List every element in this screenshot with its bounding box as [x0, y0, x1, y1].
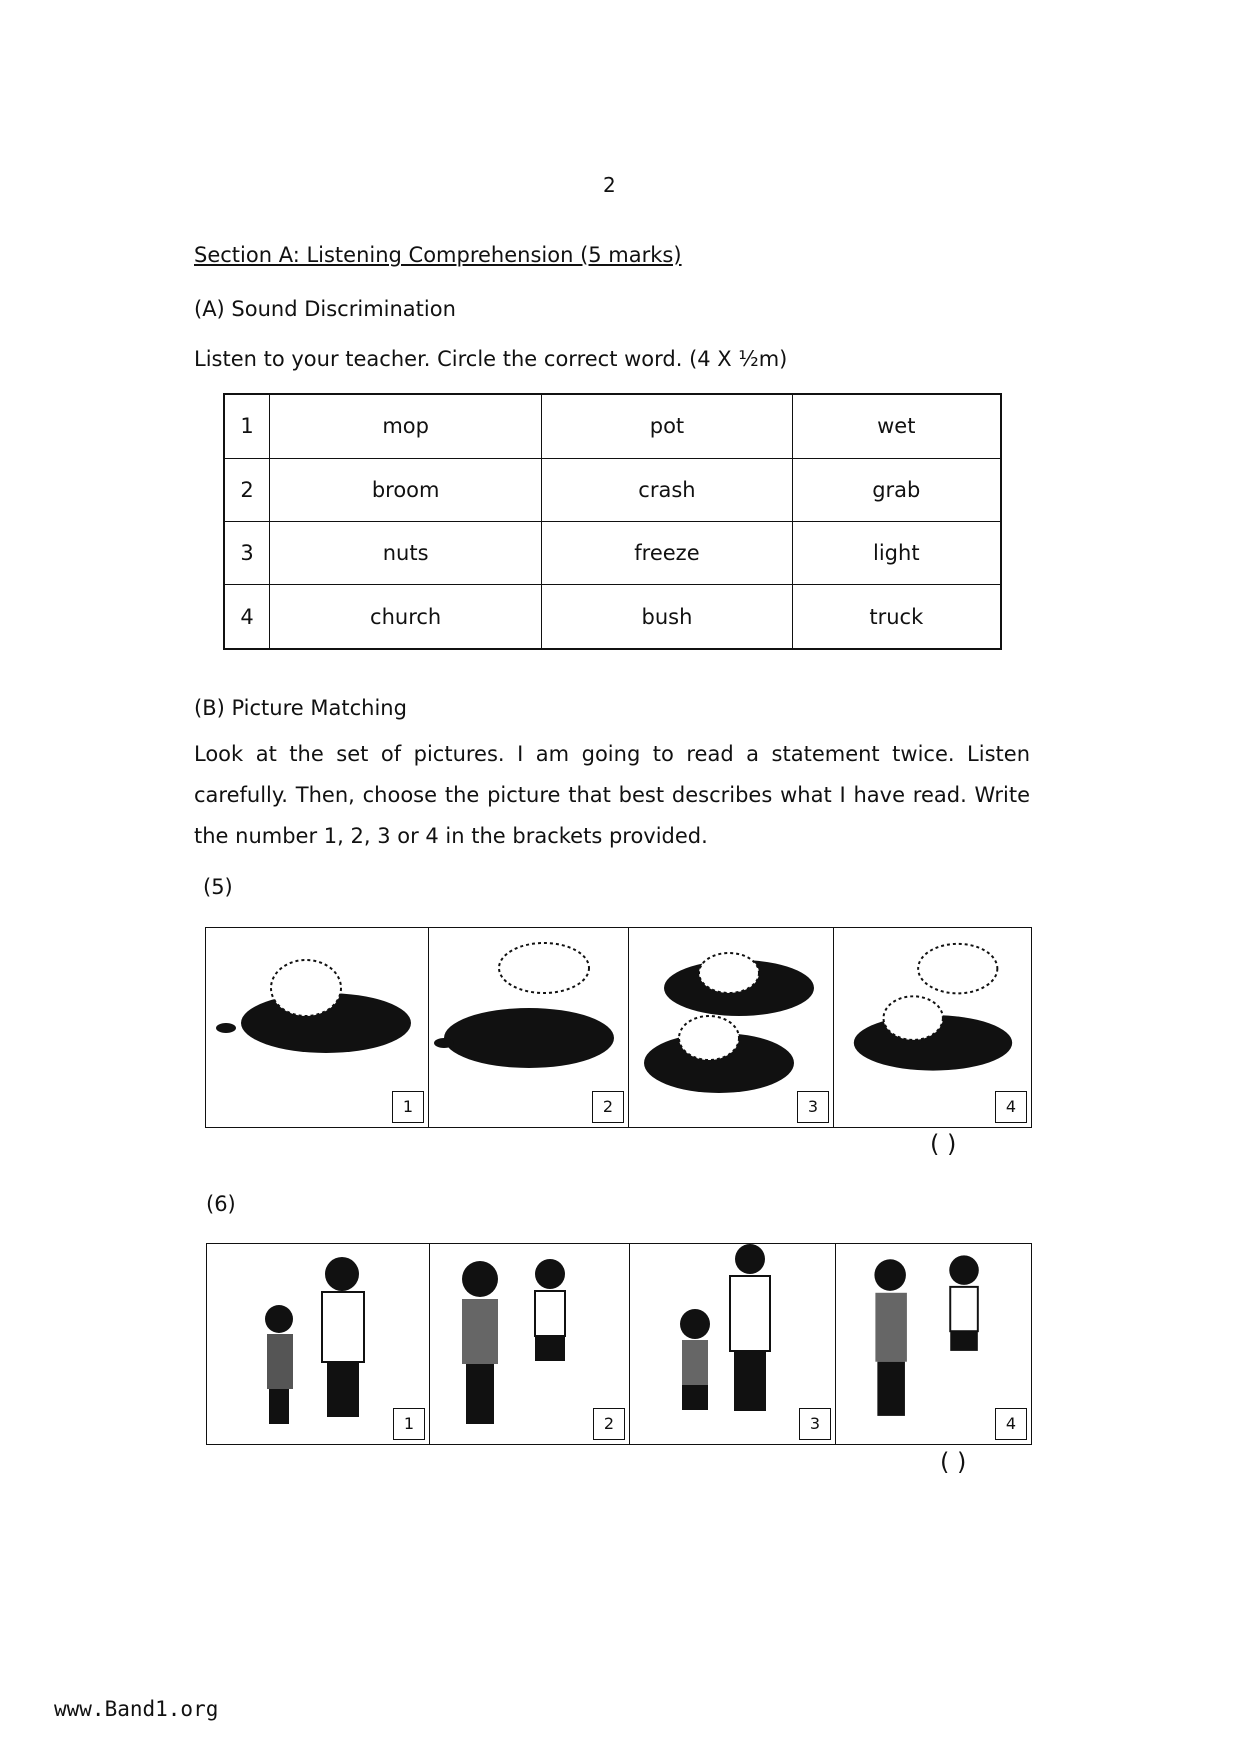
- question-5-pictures: [205, 927, 1032, 1128]
- table-row: [224, 458, 1001, 521]
- picture-panel[interactable]: [834, 928, 1031, 1127]
- word-option[interactable]: wet: [792, 394, 1001, 458]
- page-number: 2: [603, 173, 616, 197]
- panel-number: 3: [797, 1091, 829, 1123]
- picture-panel[interactable]: [206, 928, 429, 1127]
- word-option[interactable]: light: [792, 521, 1001, 584]
- answer-bracket-5[interactable]: ( ): [930, 1130, 957, 1158]
- word-option[interactable]: crash: [542, 458, 792, 521]
- question-6-label: (6): [206, 1192, 236, 1216]
- picture-panel[interactable]: [836, 1244, 1031, 1444]
- word-option[interactable]: broom: [270, 458, 542, 521]
- word-option[interactable]: nuts: [270, 521, 542, 584]
- sound-discrimination-table: [223, 393, 1002, 650]
- word-option[interactable]: church: [270, 585, 542, 649]
- word-option[interactable]: bush: [542, 585, 792, 649]
- part-b-title: (B) Picture Matching: [194, 696, 407, 720]
- picture-panel[interactable]: [207, 1244, 430, 1444]
- row-number: 2: [224, 458, 270, 521]
- answer-bracket-6[interactable]: ( ): [940, 1448, 967, 1476]
- row-number: 3: [224, 521, 270, 584]
- part-b-instruction: Look at the set of pictures. I am going to read a statement twice. Listen carefully. Then, choose the picture that best describes what I have read. Write the number 1, 2, 3 or 4 in the brackets provided.: [194, 742, 1030, 848]
- panel-number: 3: [799, 1408, 831, 1440]
- word-option[interactable]: grab: [792, 458, 1001, 521]
- question-6-pictures: [206, 1243, 1032, 1445]
- word-option[interactable]: mop: [270, 394, 542, 458]
- table-row: [224, 585, 1001, 649]
- panel-number: 2: [593, 1408, 625, 1440]
- picture-panel[interactable]: [630, 1244, 836, 1444]
- panel-number: 4: [995, 1091, 1027, 1123]
- panel-number: 4: [995, 1408, 1027, 1440]
- question-5-label: (5): [203, 875, 233, 899]
- footer-url: www.Band1.org: [54, 1697, 219, 1721]
- row-number: 1: [224, 394, 270, 458]
- table-row: [224, 521, 1001, 584]
- part-a-instruction: Listen to your teacher. Circle the correct word. (4 X ½m): [194, 347, 788, 371]
- table-row: [224, 394, 1001, 458]
- picture-panel[interactable]: [629, 928, 834, 1127]
- word-option[interactable]: pot: [542, 394, 792, 458]
- panel-number: 1: [393, 1408, 425, 1440]
- picture-panel[interactable]: [430, 1244, 630, 1444]
- row-number: 4: [224, 585, 270, 649]
- word-option[interactable]: freeze: [542, 521, 792, 584]
- panel-number: 2: [592, 1091, 624, 1123]
- word-option[interactable]: truck: [792, 585, 1001, 649]
- section-heading: Section A: Listening Comprehension (5 marks): [194, 243, 682, 267]
- part-a-title: (A) Sound Discrimination: [194, 297, 456, 321]
- panel-number: 1: [392, 1091, 424, 1123]
- picture-panel[interactable]: [429, 928, 629, 1127]
